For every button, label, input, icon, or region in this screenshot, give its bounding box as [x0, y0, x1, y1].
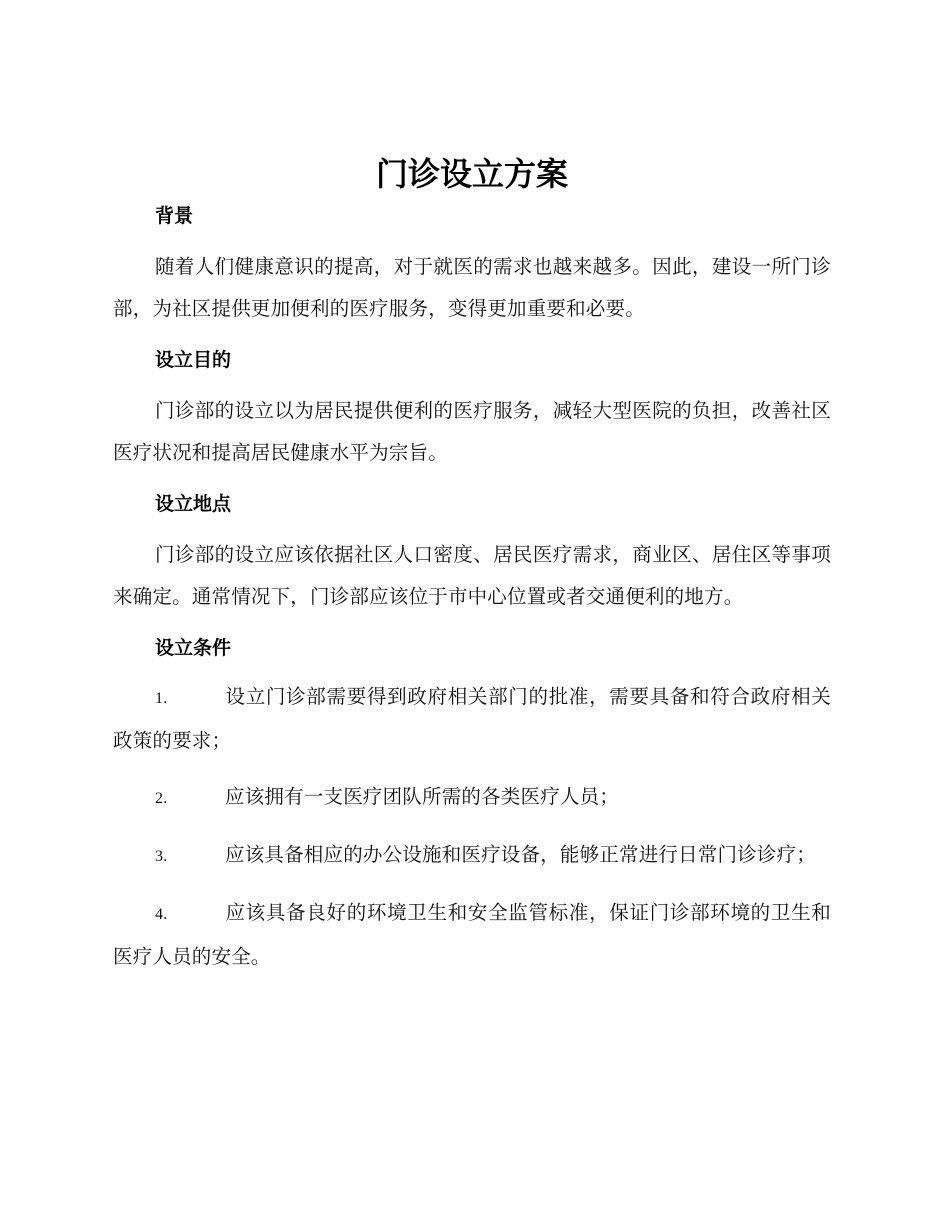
list-item-number: 4. [155, 906, 168, 923]
list-item-text: 应该拥有一支医疗团队所需的各类医疗人员； [225, 785, 620, 808]
section-heading-location: 设立地点 [155, 493, 232, 515]
list-item-text: 应该具备相应的办公设施和医疗设备，能够正常进行日常门诊诊疗； [225, 843, 817, 866]
list-item-number: 2. [155, 790, 168, 807]
list-item-number: 1. [155, 690, 168, 707]
document-title: 门诊设立方案 [375, 155, 568, 193]
section-heading-purpose: 设立目的 [155, 349, 232, 371]
list-item [113, 834, 831, 878]
list-item [113, 676, 831, 762]
list-item [113, 776, 831, 820]
list-item-text: 应该具备良好的环境卫生和安全监管标准，保证门诊部环境的卫生和医疗人员的安全。 [113, 901, 831, 968]
document-page [113, 150, 831, 992]
section-heading-conditions: 设立条件 [155, 637, 232, 659]
section-body-purpose: 门诊部的设立以为居民提供便利的医疗服务，减轻大型医院的负担，改善社区医疗状况和提高居民健康水平为宗旨。 [113, 399, 831, 464]
section-body-location: 门诊部的设立应该依据社区人口密度、居民医疗需求，商业区、居住区等事项来确定。通常情况下，门诊部应该位于市中心位置或者交通便利的地方。 [113, 543, 831, 608]
section-body-background: 随着人们健康意识的提高，对于就医的需求也越来越多。因此，建设一所门诊部，为社区提供更加便利的医疗服务，变得更加重要和必要。 [113, 255, 831, 320]
list-item-text: 设立门诊部需要得到政府相关部门的批准，需要具备和符合政府相关政策的要求； [113, 685, 831, 752]
conditions-list [113, 676, 831, 978]
section-heading-background: 背景 [155, 205, 194, 227]
list-item-number: 3. [155, 848, 168, 865]
list-item [113, 892, 831, 978]
